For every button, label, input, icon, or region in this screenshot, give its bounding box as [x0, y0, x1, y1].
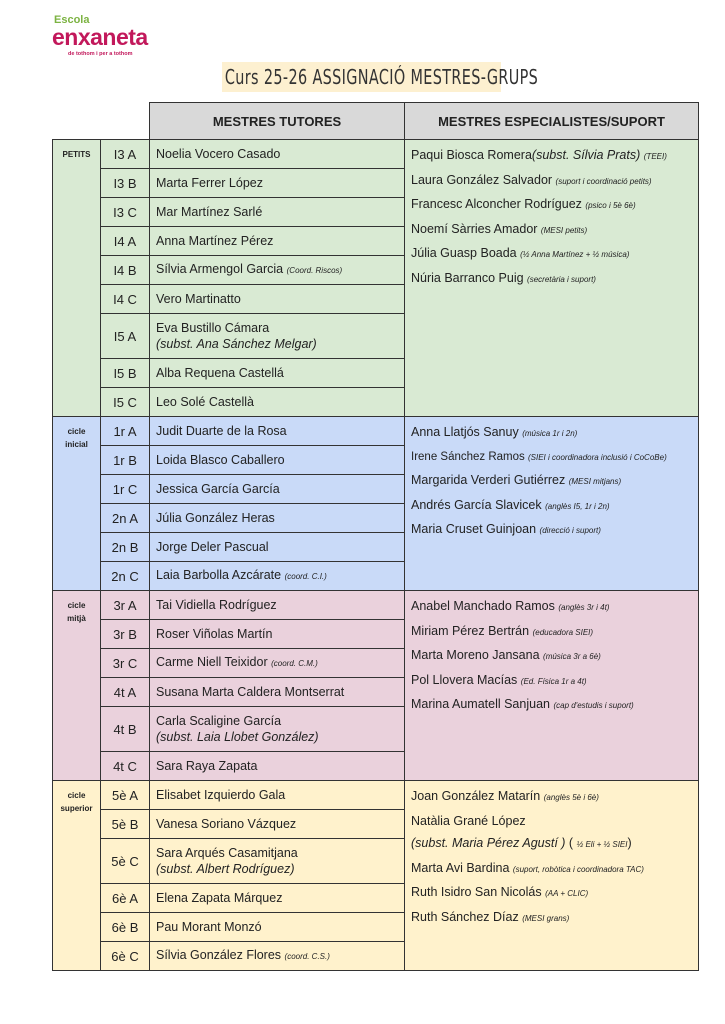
specialist-note: (direcció i suport)	[539, 526, 601, 535]
group-cell: 6è A	[101, 884, 150, 913]
specialist-item	[411, 469, 698, 494]
specialist-name: Noemí Sàrries Amador	[411, 221, 538, 236]
tutor-name: Noelia Vocero Casado	[156, 147, 281, 161]
specialist-note: (anglès 3r i 4t)	[558, 603, 610, 612]
group-cell: 3r C	[101, 649, 150, 678]
specialist-note: (educadora SIEI)	[532, 627, 594, 637]
tutor-name: Pau Morant Monzó	[156, 920, 262, 934]
specialist-name: Júlia Guasp Boada	[411, 246, 517, 260]
specialist-name: Pol Llovera Macías	[411, 672, 518, 687]
specialist-name: Andrés García Slavicek	[411, 497, 542, 512]
tutor-note: (coord. C.M.)	[271, 659, 318, 668]
school-logo	[52, 14, 162, 57]
tutor-cell	[150, 140, 405, 169]
cycle-label-text: PETITS	[62, 150, 91, 159]
group-cell: 5è C	[101, 839, 150, 884]
tutor-name: Leo Solé Castellà	[156, 395, 254, 409]
specialist-name: Marina Aumatell Sanjuan	[411, 697, 550, 711]
table-row	[53, 417, 699, 446]
tutor-name: Mar Martínez Sarlé	[156, 205, 263, 219]
specialist-name: Núria Barranco Puig	[411, 270, 524, 285]
specialist-item	[411, 644, 698, 669]
specialist-note: (SIEI i coordinadora inclusió i CoCoBe)	[528, 452, 667, 462]
cycle-label-text: inicial	[65, 440, 88, 449]
group-cell: 4t B	[101, 707, 150, 752]
tutor-cell	[150, 649, 405, 678]
specialist-name: Marta Moreno Jansana	[411, 648, 540, 662]
group-cell: 1r C	[101, 475, 150, 504]
tutor-note: (coord. C.I.)	[284, 572, 327, 581]
specialist-note: (MESI petits)	[540, 225, 588, 235]
tutor-name: Loida Blasco Caballero	[156, 453, 285, 467]
specialist-item	[411, 620, 698, 645]
table-row	[53, 781, 699, 810]
specialist-item	[411, 446, 698, 470]
group-cell: I3 B	[101, 169, 150, 198]
specialist-note: (MESI grans)	[522, 913, 570, 923]
tutor-cell	[150, 446, 405, 475]
specialist-item	[411, 421, 698, 446]
logo-enxaneta: enxaneta	[52, 24, 148, 50]
specialist-substitution: (subst. Maria Pérez Agustí )	[411, 836, 566, 850]
tutor-cell	[150, 198, 405, 227]
specialist-note: (suport, robòtica i coordinadora TAC)	[512, 864, 644, 874]
specialist-note: (MESI mitjans)	[568, 477, 622, 486]
group-cell: I4 A	[101, 227, 150, 256]
header-row	[53, 103, 699, 140]
group-cell: I3 C	[101, 198, 150, 227]
specialists-cell-mitja	[405, 591, 699, 781]
tutor-name: Carme Niell Teixidor	[156, 655, 268, 669]
tutor-cell	[150, 678, 405, 707]
specialist-item	[411, 881, 698, 906]
specialist-name: Natàlia Grané López	[411, 813, 526, 828]
specialist-item	[411, 218, 698, 243]
tutor-cell	[150, 884, 405, 913]
specialist-name: Laura González Salvador	[411, 172, 553, 187]
specialist-note: ½ Eli + ½ SIEI	[576, 840, 628, 849]
tutor-cell	[150, 417, 405, 446]
table-row	[53, 140, 699, 169]
specialist-note: (secretària i suport)	[527, 274, 596, 284]
group-cell: I5 B	[101, 359, 150, 388]
cycle-label-text: cicle	[67, 791, 86, 800]
tutor-cell	[150, 388, 405, 417]
specialist-note: (AA + CLIC)	[545, 889, 589, 898]
tutor-cell	[150, 169, 405, 198]
tutor-cell	[150, 533, 405, 562]
cycle-label-petits	[53, 140, 101, 417]
tutor-cell	[150, 913, 405, 942]
tutor-substitution: (subst. Ana Sánchez Melgar)	[156, 337, 317, 351]
tutor-note: (Coord. Riscos)	[286, 266, 343, 275]
tutor-name: Elisabet Izquierdo Gala	[156, 788, 286, 802]
specialist-note: (suport i coordinació petits)	[555, 176, 652, 186]
tutor-name: Júlia González Heras	[156, 511, 275, 525]
tutor-name: Carla Scaligine García	[156, 714, 282, 728]
specialist-name: Maria Cruset Guinjoan	[411, 522, 537, 536]
tutor-name: Roser Viñolas Martín	[156, 627, 273, 641]
specialist-note: (½ Anna Martínez + ½ música)	[520, 250, 630, 259]
tutor-name: Elena Zapata Márquez	[156, 891, 283, 905]
tutor-cell	[150, 314, 405, 359]
tutor-name: Marta Ferrer López	[156, 176, 263, 190]
specialist-name: Paqui Biosca Romera	[411, 148, 532, 162]
specialist-item	[411, 169, 698, 194]
cycle-label-text: cicle	[67, 427, 86, 436]
specialist-item	[411, 857, 698, 882]
tutor-name: Anna Martínez Pérez	[156, 234, 274, 248]
tutor-name: Sílvia Armengol Garcia	[156, 262, 284, 276]
logo-escola: Escola	[54, 14, 90, 26]
cycle-label-text: superior	[60, 804, 93, 813]
assignment-table	[52, 102, 699, 971]
specialist-item	[411, 906, 698, 931]
page-title-text: Curs 25-26 ASSIGNACIÓ MESTRES-GRUPS	[224, 65, 539, 89]
tutor-name: Sara Arqués Casamitjana	[156, 846, 298, 860]
header-tutors: MESTRES TUTORES	[150, 103, 405, 140]
group-cell: I4 C	[101, 285, 150, 314]
tutor-cell	[150, 942, 405, 971]
cycle-label-inicial	[53, 417, 101, 591]
group-cell: 2n A	[101, 504, 150, 533]
specialist-item	[411, 144, 698, 169]
group-cell: 2n C	[101, 562, 150, 591]
specialist-item	[411, 518, 698, 543]
tutor-note: (coord. C.S.)	[284, 952, 330, 961]
cycle-label-superior	[53, 781, 101, 971]
specialist-note: (psico i 5è 6è)	[585, 201, 636, 210]
tutor-name: Jorge Deler Pascual	[156, 540, 269, 554]
group-cell: I4 B	[101, 256, 150, 285]
group-cell: 3r A	[101, 591, 150, 620]
group-cell: 1r A	[101, 417, 150, 446]
cycle-label-text: cicle	[67, 601, 86, 610]
specialist-substitution: (subst. Sílvia Prats)	[531, 148, 641, 162]
group-cell: I3 A	[101, 140, 150, 169]
logo-tagline: de tothom i per a tothom	[68, 51, 133, 57]
page-title	[222, 62, 539, 92]
specialist-note: (Ed. Física 1r a 4t)	[520, 676, 587, 686]
tutor-cell	[150, 591, 405, 620]
specialist-name: Anabel Manchado Ramos	[411, 599, 555, 613]
specialist-name: Margarida Verderi Gutiérrez	[411, 473, 566, 487]
specialist-name: Marta Avi Bardina	[411, 860, 510, 875]
group-cell: 2n B	[101, 533, 150, 562]
tutor-cell	[150, 285, 405, 314]
specialist-note: (música 1r i 2n)	[522, 429, 578, 438]
tutor-cell	[150, 752, 405, 781]
tutor-cell	[150, 562, 405, 591]
tutor-name: Sílvia González Flores	[156, 948, 282, 962]
group-cell: 3r B	[101, 620, 150, 649]
specialist-item	[411, 267, 698, 292]
group-cell: 5è A	[101, 781, 150, 810]
cycle-label-mitja	[53, 591, 101, 781]
specialist-item	[411, 785, 698, 810]
specialist-name: Ruth Isidro San Nicolás	[411, 885, 542, 899]
specialist-name: Francesc Alconcher Rodríguez	[411, 197, 582, 211]
specialist-item	[411, 832, 698, 857]
tutor-name: Laia Barbolla Azcárate	[156, 568, 282, 582]
group-cell: 6è B	[101, 913, 150, 942]
tutor-substitution: (subst. Laia Llobet González)	[156, 730, 319, 744]
group-cell: 4t C	[101, 752, 150, 781]
tutor-name: Susana Marta Caldera Montserrat	[156, 685, 345, 699]
paren-close: )	[627, 836, 632, 850]
specialist-name: Anna Llatjós Sanuy	[411, 425, 519, 439]
specialists-cell-petits	[405, 140, 699, 417]
tutor-cell	[150, 707, 405, 752]
specialist-item	[411, 494, 698, 519]
specialist-note: (cap d'estudis i suport)	[553, 701, 634, 710]
tutor-name: Eva Bustillo Cámara	[156, 321, 270, 335]
specialist-note: (TEEI)	[643, 152, 667, 161]
header-blank	[53, 103, 150, 140]
table-row	[53, 591, 699, 620]
tutor-cell	[150, 504, 405, 533]
group-cell: 5è B	[101, 810, 150, 839]
specialists-cell-inicial	[405, 417, 699, 591]
specialist-name: Joan González Matarín	[411, 789, 541, 803]
tutor-cell	[150, 227, 405, 256]
specialist-item	[411, 242, 698, 267]
group-cell: I5 A	[101, 314, 150, 359]
tutor-substitution: (subst. Albert Rodríguez)	[156, 862, 295, 876]
paren-open: (	[565, 836, 574, 850]
specialist-item	[411, 595, 698, 620]
specialist-name: Ruth Sánchez Díaz	[411, 909, 519, 924]
specialist-note: (música 3r a 6è)	[543, 652, 601, 661]
tutor-name: Jessica García García	[156, 482, 280, 496]
specialists-cell-superior	[405, 781, 699, 971]
group-cell: 1r B	[101, 446, 150, 475]
tutor-name: Judit Duarte de la Rosa	[156, 424, 287, 438]
specialist-note: (anglès 5è i 6è)	[543, 793, 599, 802]
tutor-name: Tai Vidiella Rodríguez	[156, 598, 277, 612]
tutor-name: Alba Requena Castellá	[156, 366, 284, 380]
tutor-cell	[150, 256, 405, 285]
tutor-cell	[150, 810, 405, 839]
tutor-cell	[150, 620, 405, 649]
specialist-item	[411, 193, 698, 218]
specialist-name: Irene Sánchez Ramos	[411, 450, 525, 463]
group-cell: I5 C	[101, 388, 150, 417]
tutor-cell	[150, 359, 405, 388]
tutor-name: Sara Raya Zapata	[156, 759, 258, 773]
tutor-cell	[150, 839, 405, 884]
group-cell: 6è C	[101, 942, 150, 971]
specialist-note: (anglès I5, 1r i 2n)	[545, 501, 610, 511]
tutor-cell	[150, 781, 405, 810]
tutor-name: Vanesa Soriano Vázquez	[156, 817, 297, 831]
specialist-item	[411, 669, 698, 694]
specialist-name: Miriam Pérez Bertrán	[411, 623, 530, 638]
specialist-item	[411, 693, 698, 718]
tutor-name: Vero Martinatto	[156, 292, 241, 306]
header-specialists: MESTRES ESPECIALISTES/SUPORT	[405, 103, 699, 140]
cycle-label-text: mitjà	[67, 614, 86, 623]
group-cell: 4t A	[101, 678, 150, 707]
specialist-item	[411, 810, 698, 833]
tutor-cell	[150, 475, 405, 504]
